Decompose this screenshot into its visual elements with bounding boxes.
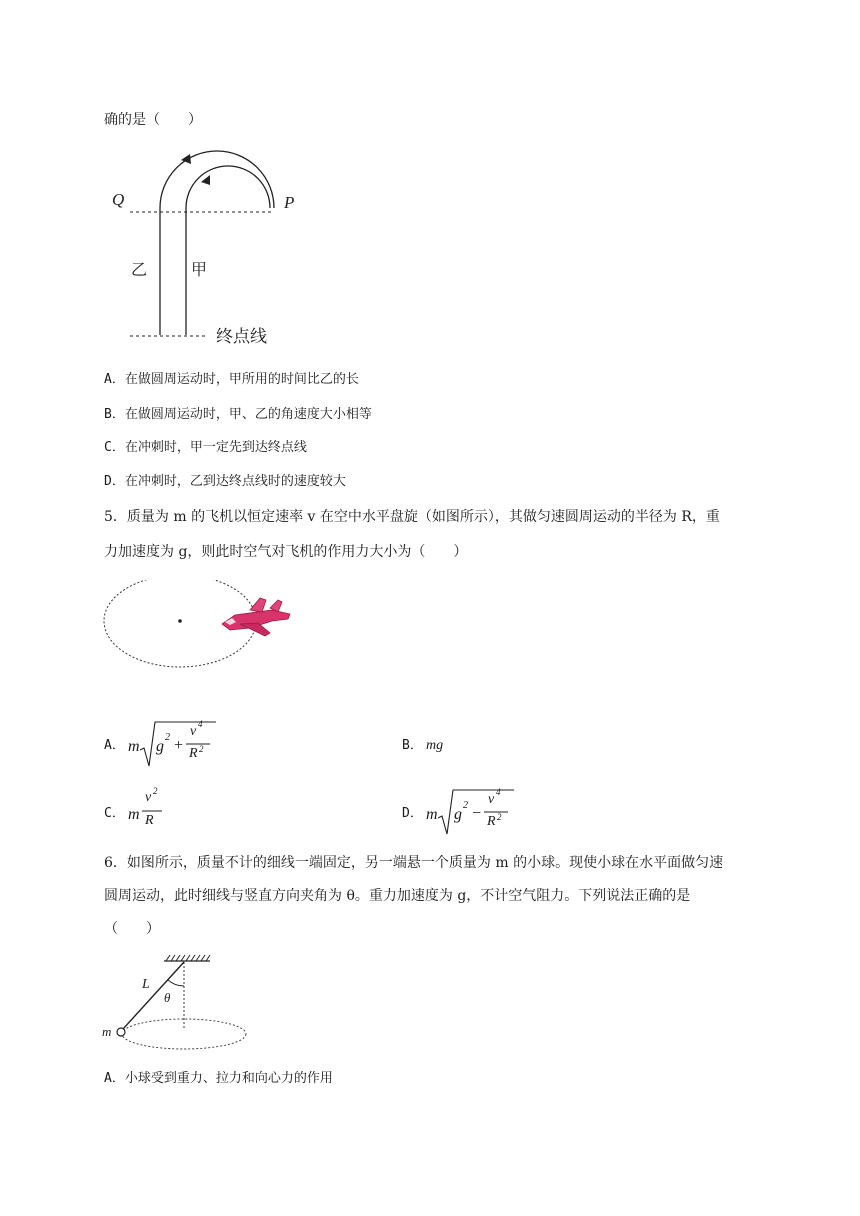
q6-conical-pendulum-figure — [98, 950, 258, 1054]
circle-center-dot — [178, 619, 182, 623]
q5-option-d-formula: m g 2 − v 4 R 2 — [426, 784, 516, 840]
q5-option-a-formula: m g 2 + v 4 R 2 — [128, 716, 218, 772]
q5-option-c-letter: C． — [104, 806, 125, 821]
q5-option-b-letter: B． — [402, 738, 423, 753]
q6-stem-line1: 6．如图所示，质量不计的细线一端固定，另一端悬一个质量为 m 的小球。现使小球在水平面做匀速 — [104, 855, 724, 871]
q4-option-b: B．在做圆周运动时，甲、乙的角速度大小相等 — [104, 407, 372, 422]
label-yi: 乙 — [131, 260, 148, 279]
q5-option-d-letter: D． — [402, 806, 423, 821]
q5-plane-figure — [100, 580, 300, 670]
q5-stem-line1: 5．质量为 m 的飞机以恒定速率 v 在空中水平盘旋（如图所示），其做匀速圆周运动的半径为 R，重 — [104, 509, 720, 525]
ball-icon — [117, 1028, 125, 1036]
q4-option-c: C．在冲刺时，甲一定先到达终点线 — [104, 440, 307, 455]
q5-option-a-letter: A． — [104, 738, 125, 753]
q6-option-a: A．小球受到重力、拉力和向心力的作用 — [104, 1071, 333, 1086]
q4-track-figure — [100, 140, 300, 350]
label-theta: θ — [164, 990, 171, 1005]
q4-option-d: D．在冲刺时，乙到达终点线时的速度较大 — [104, 474, 346, 489]
q5-stem-line2: 力加速度为 g，则此时空气对飞机的作用力大小为（ ） — [104, 544, 468, 560]
label-q: Q — [112, 190, 125, 209]
label-m: m — [102, 1024, 112, 1039]
q5-option-c-formula: m v 2 R — [128, 786, 158, 828]
q4-option-a: A．在做圆周运动时，甲所用的时间比乙的长 — [104, 372, 359, 387]
q6-stem-line2: 圆周运动，此时细线与竖直方向夹角为 θ。重力加速度为 g，不计空气阻力。下列说法正确的是 — [104, 888, 691, 904]
q4-stem-end: 确的是（ ） — [104, 112, 202, 128]
label-l: L — [142, 977, 150, 992]
airplane-icon — [222, 598, 290, 636]
q5-option-b-formula: mg — [426, 738, 444, 753]
q6-stem-line3: （ ） — [104, 921, 160, 937]
label-finish-line: 终点线 — [216, 327, 267, 347]
label-p: P — [284, 193, 295, 212]
label-jia: 甲 — [191, 260, 208, 279]
